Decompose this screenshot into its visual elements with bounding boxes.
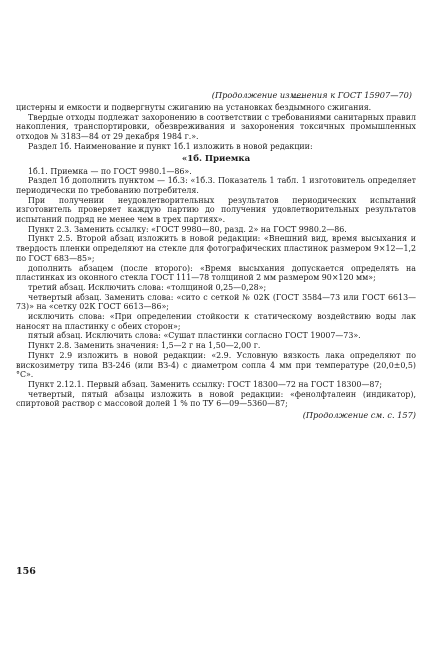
document-page bbox=[16, 90, 416, 421]
continuation-note: (Продолжение см. с. 157) bbox=[302, 410, 416, 421]
paragraph: четвертый, пятый абзацы изложить в новой редакции: «фенолфталеин (индикатор), спиртовой раствор с массовой долей 1 % по ТУ 6—09—5360—87; bbox=[16, 389, 416, 409]
paragraph: исключить слова: «При определении стойкости к статическому воздействию воды лак наносят на пластинку с обеих сторон»; bbox=[16, 312, 416, 331]
paragraph: третий абзац. Исключить слова: «толщиной 0,25—0,28»; bbox=[28, 282, 267, 292]
paragraph: пятый абзац. Исключить слова: «Сушат пластинки согласно ГОСТ 19007—73». bbox=[28, 331, 361, 341]
paragraph: дополнить абзацем (после второго): «Время высыхания допускается определять на пластинках из оконного стекла ГОСТ 111—78 толщиной 2 мм размером 90×120 мм»; bbox=[16, 263, 416, 283]
section-title: «1б. Приемка bbox=[181, 153, 251, 164]
page-number: 156 bbox=[16, 566, 36, 577]
paragraph: Пункт 2.5. Второй абзац изложить в новой редакции: «Внешний вид, время высыхания и твердость пленки определяют на стекле для фотографических пластинок размером 9×12—1,2 по ГОСТ 683—85»; bbox=[16, 234, 416, 263]
paragraph: При получении неудовлетворительных результатов периодических испытаний изготовитель проверяет каждую партию до получения удовлетворительных результатов испытаний подряд не менее чем в трех партиях». bbox=[16, 195, 416, 225]
paragraph: 1б.1. Приемка — по ГОСТ 9980.1—86». bbox=[28, 166, 192, 176]
paragraph: цистерны и емкости и подвергнуты сжиганию на установках бездымного сжигания. bbox=[16, 103, 372, 112]
paragraph: Твердые отходы подлежат захоронению в соответствии с требованиями санитарных правил накопления, транспортировки, обезвреживания и захоронения токсичных промышленных отходов № 3183—84 от 29 декабря 1984 г.». bbox=[16, 112, 416, 142]
paragraph: Раздел 1б. Наименование и пункт 1б.1 изложить в новой редакции: bbox=[28, 141, 313, 151]
page-header: (Продолжение изменения к ГОСТ 15907—70) bbox=[211, 90, 412, 100]
paragraph: Пункт 2.3. Заменить ссылку: «ГОСТ 9980—80, разд. 2» на ГОСТ 9980.2—86. bbox=[28, 224, 347, 234]
paragraph: четвертый абзац. Заменить слова: «сито с сеткой № 02К (ГОСТ 3584—73 или ГОСТ 6613—73)» на «сетку 02К ГОСТ 6613—86»; bbox=[16, 292, 416, 312]
paragraph: Пункт 2.9 изложить в новой редакции: «2.9. Условную вязкость лака определяют по вискозиметру типа ВЗ-246 (или ВЗ-4) с диаметром сопла 4 мм при температуре (20,0±0,5) °С». bbox=[16, 350, 416, 380]
paragraph: Раздел 1б дополнить пунктом — 1б.3: «1б.3. Показатель 1 табл. 1 изготовитель определяет периодически по требованию потребителя. bbox=[16, 176, 416, 195]
paragraph: Пункт 2.12.1. Первый абзац. Заменить ссылку: ГОСТ 18300—72 на ГОСТ 18300—87; bbox=[28, 379, 383, 389]
paragraph: Пункт 2.8. Заменить значения: 1,5—2 г на 1,50—2,00 г. bbox=[28, 341, 261, 351]
